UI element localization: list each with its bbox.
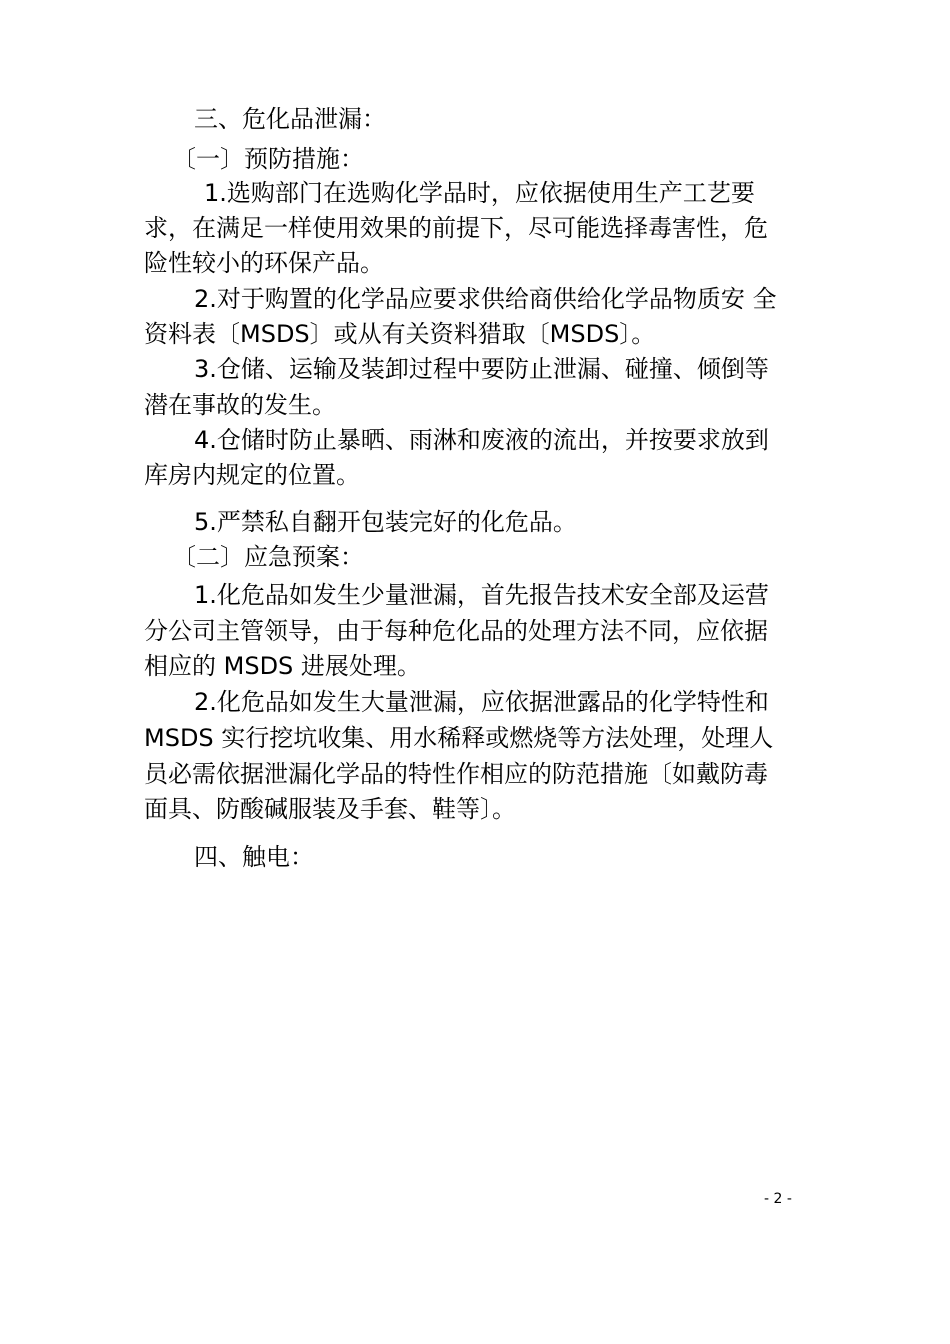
subheading-prevention: 〔一〕预防措施： (172, 145, 364, 173)
page-number: - 2 - (764, 1191, 792, 1207)
section-heading-hazardous-leak: 三、危化品泄漏： (194, 105, 386, 133)
paragraph-line: 2.对于购置的化学品应要求供给商供给化学品物质安 全 (194, 285, 777, 313)
paragraph-line: 库房内规定的位置。 (144, 461, 360, 489)
paragraph-line: 资料表〔MSDS〕或从有关资料猎取〔MSDS〕。 (144, 320, 656, 348)
paragraph-line: 3.仓储、运输及装卸过程中要防止泄漏、碰撞、倾倒等 (194, 355, 769, 383)
paragraph-line: 1.选购部门在选购化学品时，应依据使用生产工艺要 (204, 179, 755, 207)
subheading-emergency-plan: 〔二〕应急预案： (172, 543, 364, 571)
paragraph-line: 4.仓储时防止暴晒、雨淋和废液的流出，并按要求放到 (194, 426, 769, 454)
section-heading-electric-shock: 四、触电： (194, 843, 314, 871)
paragraph-line: 相应的 MSDS 进展处理。 (144, 652, 421, 680)
paragraph-line: 潜在事故的发生。 (144, 391, 336, 419)
paragraph-line: 2.化危品如发生大量泄漏，应依据泄露品的化学特性和 (194, 688, 769, 716)
paragraph-line: MSDS 实行挖坑收集、用水稀释或燃烧等方法处理，处理人 (144, 724, 774, 752)
paragraph-line: 面具、防酸碱服装及手套、鞋等〕。 (144, 795, 516, 823)
paragraph-line: 分公司主管领导，由于每种危化品的处理方法不同，应依据 (144, 617, 768, 645)
paragraph-line: 5.严禁私自翻开包装完好的化危品。 (194, 508, 577, 536)
paragraph-line: 险性较小的环保产品。 (144, 249, 384, 277)
paragraph-line: 员必需依据泄漏化学品的特性作相应的防范措施〔如戴防毒 (144, 760, 768, 788)
paragraph-line: 求，在满足一样使用效果的前提下，尽可能选择毒害性，危 (144, 214, 768, 242)
paragraph-line: 1.化危品如发生少量泄漏，首先报告技术安全部及运营 (194, 581, 769, 609)
